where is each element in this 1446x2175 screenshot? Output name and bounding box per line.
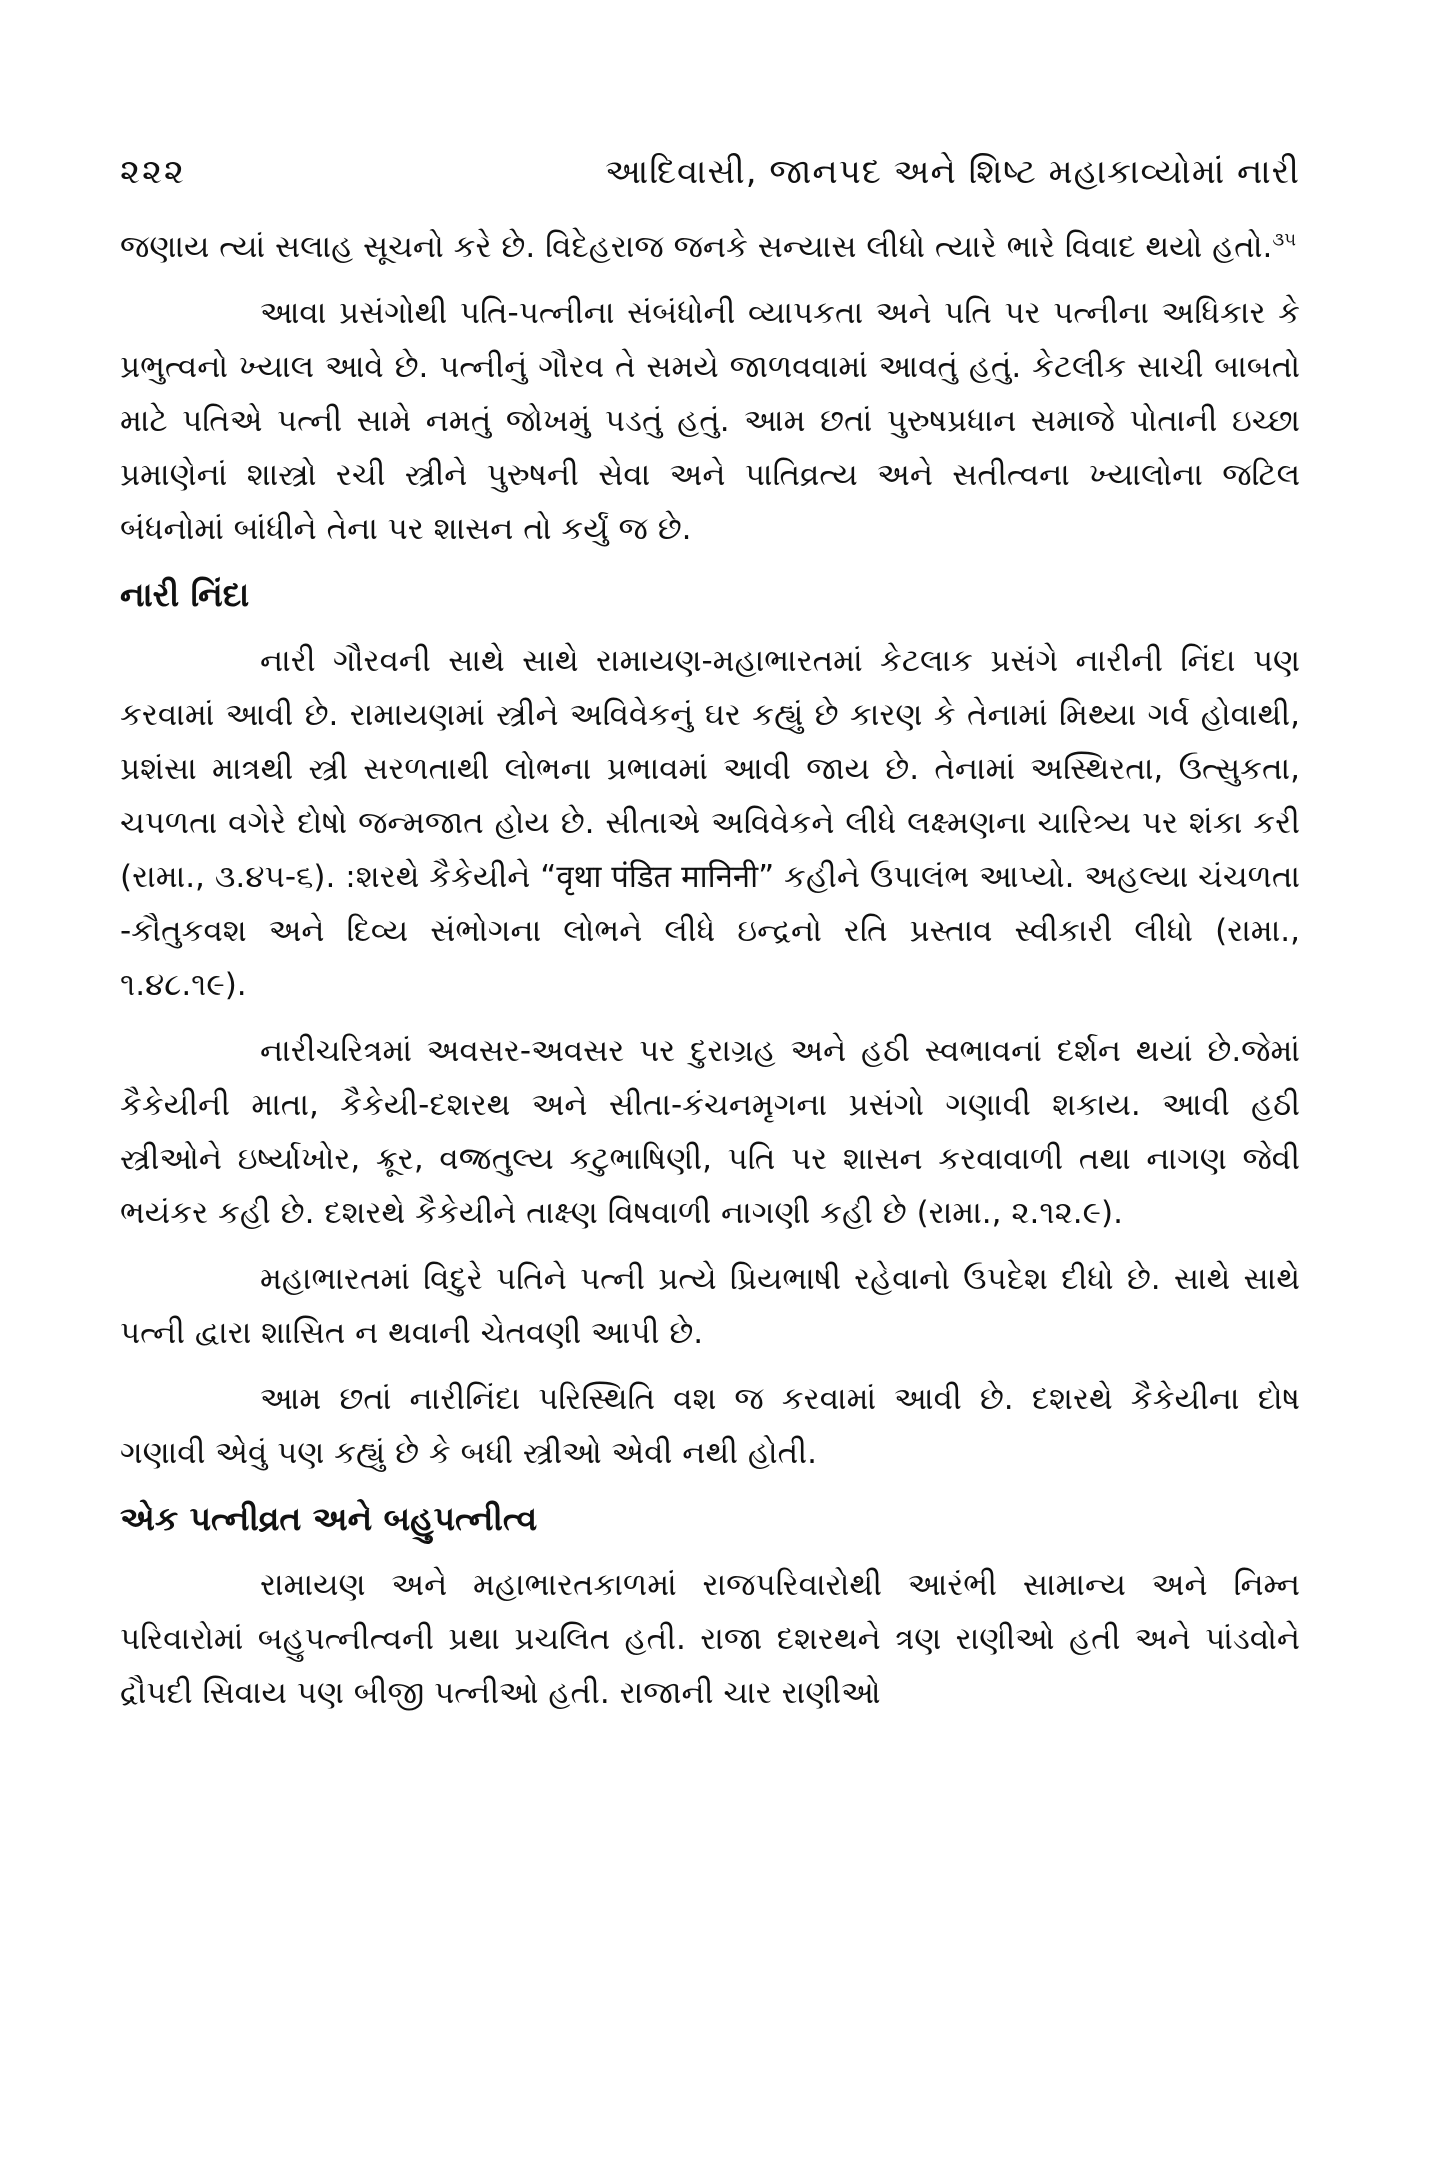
paragraph-nari-ninda: નારી ગૌરવની સાથે સાથે રામાયણ-મહાભારતમાં કેટલાક પ્રસંગે નારીની નિંદા પણ કરવામાં આવી છે. રામાયણમાં સ્ત્રીને અવિવેકનું ઘર કહ્યું છે કારણ કે તેનામાં મિથ્યા ગર્વ હોવાથી, પ્રશંસા માત્રથી સ્ત્રી સરળતાથી લોભના પ્રભાવમાં આવી જાય છે. તેનામાં અસ્થિરતા, ઉત્સુકતા, ચપળતા વગેરે દોષો જન્મજાત હોય છે. સીતાએ અવિવેકને લીધે લક્ષ્મણના ચારિત્ર્ય પર શંકા કરી (રામા., ૩.૪૫-૬). :શરથે કૈકેયીને “वृथा पंडित मानिनी” કહીને ઉપાલંભ આપ્યો. અહલ્યા ચંચળતા -કૌતુકવશ અને દિવ્ય સંભોગના લોભને લીધે ઇન્દ્રનો રતિ પ્રસ્તાવ સ્વીકારી લીધો (રામા., ૧.૪૮.૧૯). bbox=[120, 643, 1300, 1003]
paragraph-continuation bbox=[120, 220, 1300, 274]
section-heading-nari-ninda: નારી નિંદા bbox=[120, 575, 250, 614]
paragraph-circumstantial-criticism: આમ છતાં નારીનિંદા પરિસ્થિતિ વશ જ કરવામાં આવી છે. દશરથે કૈકેયીના દોષ ગણાવી એવું પણ કહ્યું છે કે બધી સ્ત્રીઓ એવી નથી હોતી. bbox=[120, 1381, 1300, 1471]
page-number: ૨૨૨ bbox=[120, 152, 186, 192]
paragraph-text: જણાય ત્યાં સલાહ સૂચનો કરે છે. વિદેહરાજ જનકે સન્યાસ લીધો ત્યારે ભારે વિવાદ થયો હતો. bbox=[120, 229, 1273, 265]
paragraph-vidura-advice: મહાભારતમાં વિદુરે પતિને પત્ની પ્રત્યે પ્રિયભાષી રહેવાનો ઉપદેશ દીધો છે. સાથે સાથે પત્ની દ્વારા શાસિત ન થવાની ચેતવણી આપી છે. bbox=[120, 1261, 1300, 1351]
footnote-marker: ૩૫ bbox=[1272, 229, 1297, 251]
running-title: આદિવાસી, જાનપદ અને શિષ્ટ મહાકાવ્યોમાં નારી bbox=[605, 152, 1300, 192]
paragraph-husband-wife-relations: આવા પ્રસંગોથી પતિ-પત્નીના સંબંધોની વ્યાપકતા અને પતિ પર પત્નીના અધિકાર કે પ્રભુત્વનો ખ્યાલ આવે છે. પત્નીનું ગૌરવ તે સમયે જાળવવામાં આવતું હતું. કેટલીક સાચી બાબતો માટે પતિએ પત્ની સામે નમતું જોખમું પડતું હતું. આમ છતાં પુરુષપ્રધાન સમાજે પોતાની ઇચ્છા પ્રમાણેનાં શાસ્ત્રો રચી સ્ત્રીને પુરુષની સેવા અને પાતિવ્રત્ય અને સતીત્વના ખ્યાલોના જટિલ બંધનોમાં બાંધીને તેના પર શાસન તો કર્યું જ છે. bbox=[120, 295, 1300, 547]
paragraph-stubborn-nature: નારીચરિત્રમાં અવસર-અવસર પર દુરાગ્રહ અને હઠી સ્વભાવનાં દર્શન થયાં છે.જેમાં કૈકેયીની માતા, કૈકેયી-દશરથ અને સીતા-કંચનમૃગના પ્રસંગો ગણાવી શકાય. આવી હઠી સ્ત્રીઓને ઇર્ષ્યાખોર, ક્રૂર, વજ્રતુલ્ય કટુભાષિણી, પતિ પર શાસન કરવાવાળી તથા નાગણ જેવી ભયંકર કહી છે. દશરથે કૈકેયીને તાક્ષ્ણ વિષવાળી નાગણી કહી છે (રામા., ૨.૧૨.૯). bbox=[120, 1033, 1300, 1231]
paragraph-polygamy: રામાયણ અને મહાભારતકાળમાં રાજપરિવારોથી આરંભી સામાન્ય અને નિમ્ન પરિવારોમાં બહુપત્નીત્વની પ્રથા પ્રચલિત હતી. રાજા દશરથને ત્રણ રાણીઓ હતી અને પાંડવોને દ્રૌપદી સિવાય પણ બીજી પત્નીઓ હતી. રાજાની ચાર રાણીઓ bbox=[120, 1567, 1300, 1711]
section-heading-polygamy: એક પત્નીવ્રત અને બહુપત્નીત્વ bbox=[120, 1499, 538, 1538]
book-page bbox=[120, 150, 1300, 1732]
running-header bbox=[120, 150, 1300, 194]
